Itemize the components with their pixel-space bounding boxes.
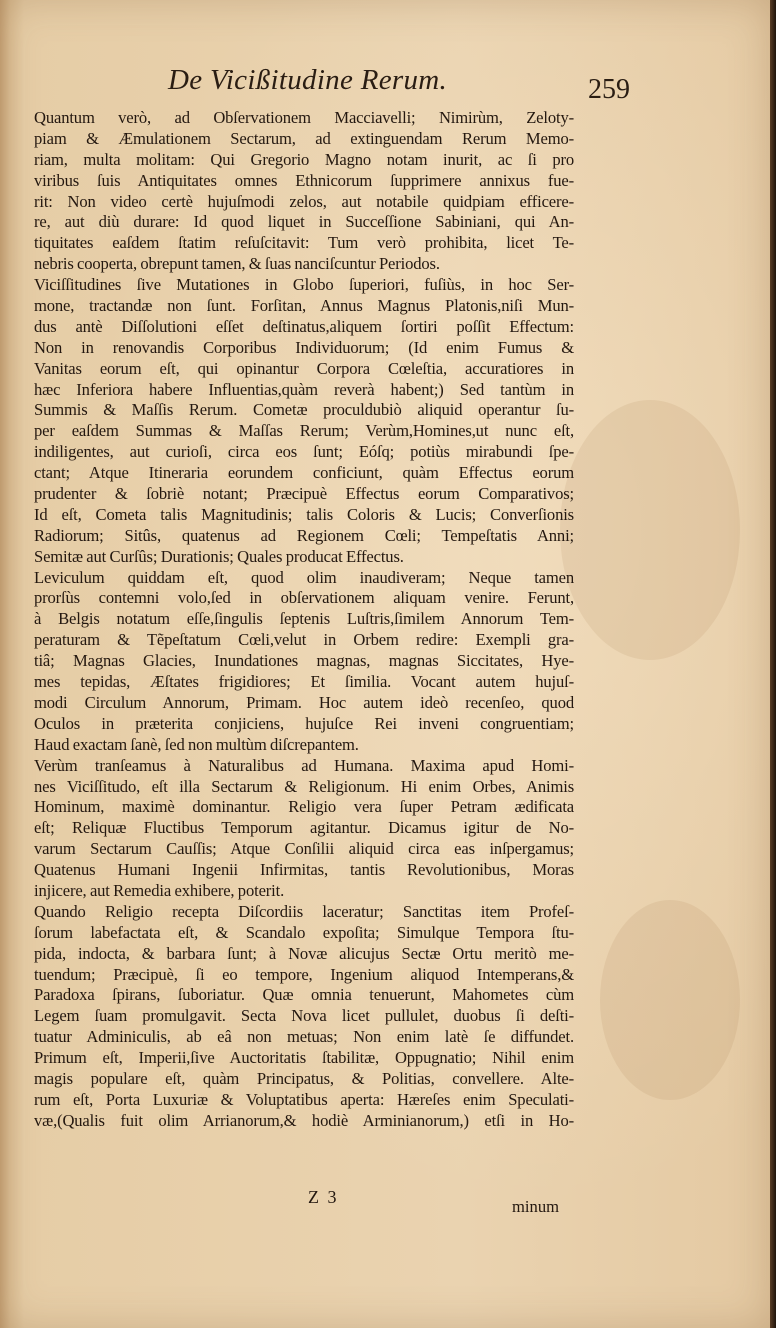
- text-line: ſorum labefactata eſt, & Scandalo expoſita; Simulque Tempora ſtu-: [34, 922, 574, 942]
- text-line: viribus ſuis Antiquitates omnes Ethnicorum ſupprimere annixus fue-: [34, 170, 574, 190]
- text-line: peraturam & Tẽpeſtatum Cœli,velut in Orbem redire: Exempli gra-: [34, 630, 574, 650]
- text-line: Radiorum; Sitûs, quatenus ad Regionem Cœli; Tempeſtatis Anni;: [34, 525, 574, 545]
- text-line: pida, indocta, & barbara ſunt; à Novæ alicujus Sectæ Ortu meritò me-: [34, 943, 574, 963]
- text-line: varum Sectarum Cauſſis; Atque Conſilii aliquid circa eas inſpergamus;: [34, 839, 574, 859]
- text-line: Oculos in præterita conjiciens, hujuſce Rei inveni congruentiam;: [34, 713, 574, 733]
- text-line: modi Circulum Annorum, Primam. Hoc autem ideò recenſeo, quod: [34, 692, 574, 712]
- text-line: piam & Æmulationem Sectarum, ad extinguendam Rerum Memo-: [34, 128, 574, 148]
- text-line: Hominum, maximè dominantur. Religio vera ſuper Petram ædificata: [34, 797, 574, 817]
- text-line: Viciſſitudines ſive Mutationes in Globo ſuperiori, fuſiùs, in hoc Ser-: [34, 275, 574, 295]
- text-line: Paradoxa ſpirans, ſuboriatur. Quæ omnia tenuerunt, Mahometes cùm: [34, 985, 574, 1005]
- body-text: [34, 108, 574, 1132]
- paper-stain: [560, 400, 740, 660]
- page-number: 259: [588, 74, 630, 105]
- text-line: nebris cooperta, obrepunt tamen, & ſuas nanciſcuntur Periodos.: [34, 254, 440, 274]
- text-line: Non in renovandis Corporibus Individuorum; (Id enim Fumus &: [34, 337, 574, 357]
- text-line: Id eſt, Cometa talis Magnitudinis; talis Coloris & Lucis; Converſionis: [34, 504, 574, 524]
- text-line: Verùm tranſeamus à Naturalibus ad Humana. Maxima apud Homi-: [34, 755, 574, 775]
- text-line: tuendum; Præcipuè, ſi eo tempore, Ingenium aliquod Intemperans,&: [34, 964, 574, 984]
- text-line: tuatur Adminiculis, ab eâ non metuas; Non enim latè ſe diffundet.: [34, 1027, 574, 1047]
- text-line: prudenter & ſobriè notant; Præcipuè Effectus eorum Comparativos;: [34, 484, 574, 504]
- catchword: minum: [512, 1197, 560, 1216]
- text-line: Quantum verò, ad Obſervationem Macciavelli; Nimirùm, Zeloty-: [34, 108, 574, 127]
- signature-mark: Z 3: [308, 1187, 339, 1207]
- text-line: riam, multa molitam: Qui Gregorio Magno notam inurit, ac ſi pro: [34, 149, 574, 169]
- text-line: prorſùs contemni volo,ſed in obſervationem aliquam venire. Ferunt,: [34, 588, 574, 608]
- text-line: magis populare eſt, quàm Principatus, & Politias, convellere. Alte-: [34, 1068, 574, 1088]
- text-line: tiquitates eaſdem ſtatim reſuſcitavit: Tum verò prohibita, licet Te-: [34, 233, 574, 253]
- text-line: Vanitas eorum eſt, qui opinantur Corpora Cœleſtia, accuratiores in: [34, 358, 574, 378]
- text-line: væ,(Qualis fuit olim Arrianorum,& hodiè Arminianorum,) etſi in Ho-: [34, 1110, 574, 1130]
- text-line: tiâ; Magnas Glacies, Inundationes magnas, magnas Siccitates, Hye-: [34, 651, 574, 671]
- text-line: Haud exactam ſanè, ſed non multùm diſcrepantem.: [34, 734, 359, 754]
- text-line: hæc Inferiora habere Influentias,quàm reverà habent;) Sed tantùm in: [34, 379, 574, 399]
- text-line: indiligentes, aut curioſi, circa eos ſunt; Eóſq; potiùs mirabundi ſpe-: [34, 442, 574, 462]
- text-line: mes tepidas, Æſtates frigidiores; Et ſimilia. Vocant autem hujuſ-: [34, 672, 574, 692]
- running-head: [0, 64, 770, 114]
- text-line: injicere, aut Remedia exhibere, poterit.: [34, 880, 285, 900]
- text-line: rit: Non video certè hujuſmodi zelos, aut notabile quidpiam efficere-: [34, 191, 574, 211]
- text-line: per eaſdem Summas & Maſſas Rerum; Verùm,Homines,ut nunc eſt,: [34, 421, 574, 441]
- text-line: Legem ſuam promulgavit. Secta Nova licet pullulet, duobus ſi deſti-: [34, 1006, 574, 1026]
- text-line: Semitæ aut Curſûs; Durationis; Quales producat Effectus.: [34, 546, 404, 566]
- text-line: Quatenus Humani Ingenii Infirmitas, tantis Revolutionibus, Moras: [34, 860, 574, 880]
- text-line: ctant; Atque Itineraria eorundem conficiunt, quàm Effectus eorum: [34, 463, 574, 483]
- book-edge: [770, 0, 776, 1328]
- text-line: Primum eſt, Imperii,ſive Auctoritatis ſtabilitæ, Oppugnatio; Nihil enim: [34, 1048, 574, 1068]
- running-title: De Vicißitudine Rerum.: [168, 64, 448, 96]
- text-line: Quando Religio recepta Diſcordiis laceratur; Sanctitas item Profeſ-: [34, 901, 574, 921]
- text-line: Leviculum quiddam eſt, quod olim inaudiveram; Neque tamen: [34, 567, 574, 587]
- text-line: mone, tractandæ non ſunt. Forſitan, Annus Magnus Platonis,niſi Mun-: [34, 296, 574, 316]
- text-line: re, aut diù durare: Id quod liquet in Succeſſione Sabiniani, qui An-: [34, 212, 574, 232]
- text-line: dus antè Diſſolutioni eſſet deſtinatus,aliquem ſortiri poſſit Effectum:: [34, 316, 574, 336]
- text-line: à Belgis notatum eſſe,ſingulis ſeptenis Luſtris,ſimilem Annorum Tem-: [34, 609, 574, 629]
- text-line: nes Viciſſitudo, eſt illa Sectarum & Religionum. Hi enim Orbes, Animis: [34, 776, 574, 796]
- text-line: eſt; Reliquæ Fluctibus Temporum agitantur. Dicamus igitur de No-: [34, 818, 574, 838]
- paper-stain: [600, 900, 740, 1100]
- text-line: Summis & Maſſis Rerum. Cometæ proculdubiò aliquid operantur ſu-: [34, 400, 574, 420]
- text-line: rum eſt, Porta Luxuriæ & Voluptatibus aperta: Hæreſes enim Speculati-: [34, 1089, 574, 1109]
